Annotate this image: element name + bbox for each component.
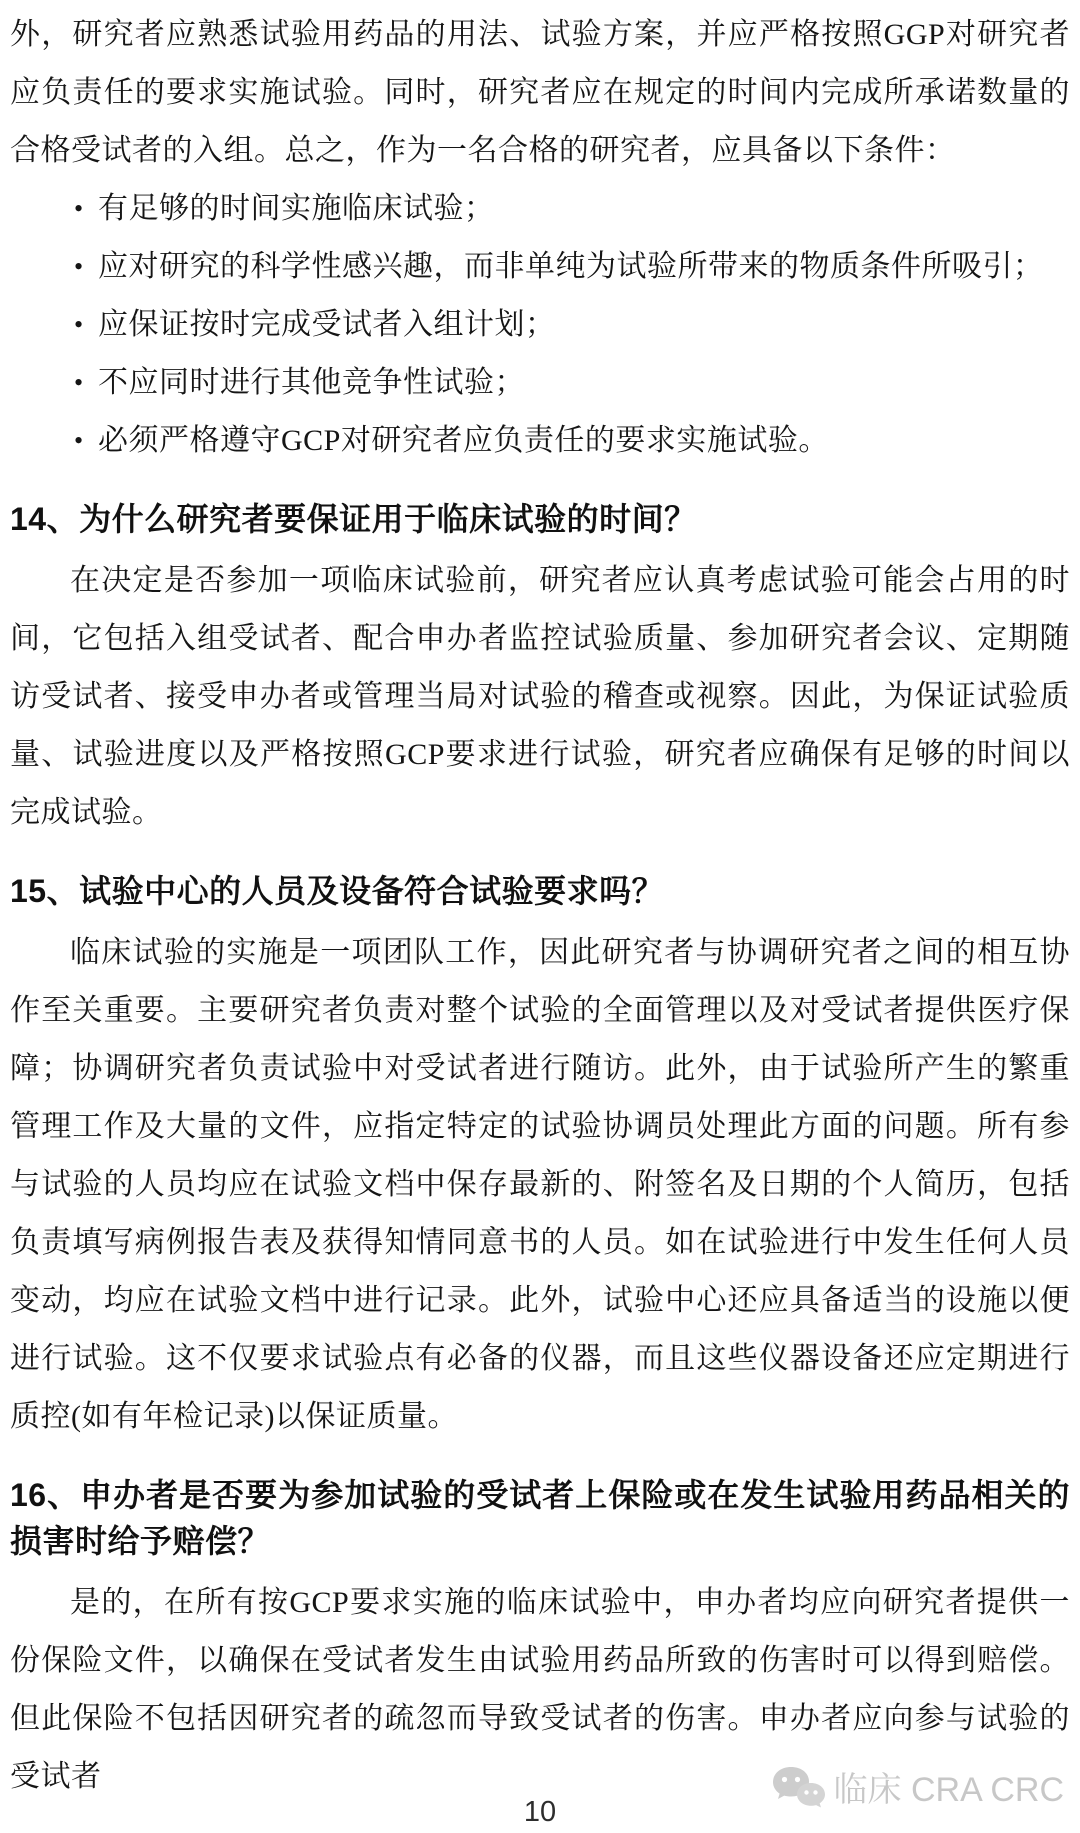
section-question-15 [10,868,1070,1446]
list-item: • 必须严格遵守GCP对研究者应负责任的要求实施试验。 [10,412,1070,470]
question-14-answer: 在决定是否参加一项临床试验前，研究者应认真考虑试验可能会占用的时间，它包括入组受试者、配合申办者监控试验质量、参加研究者会议、定期随访受试者、接受申办者或管理当局对试验的稽查或视察。因此，为保证试验质量、试验进度以及严格按照GCP要求进行试验，研究者应确保有足够的时间以完成试验。 [10,564,1070,829]
list-item: • 不应同时进行其他竞争性试验； [10,354,1070,412]
section-question-14 [10,496,1070,842]
question-14-heading: 14、为什么研究者要保证用于临床试验的时间？ [10,501,697,537]
list-item: • 应对研究的科学性感兴趣，而非单纯为试验所带来的物质条件所吸引； [10,238,1070,296]
section-question-16 [10,1472,1070,1806]
watermark-text: 临床 CRA CRC [833,1770,1064,1809]
list-item: • 有足够的时间实施临床试验； [10,180,1070,238]
list-item: • 应保证按时完成受试者入组计划； [10,296,1070,354]
page-number: 10 [523,1796,557,1828]
question-15-heading: 15、试验中心的人员及设备符合试验要求吗？ [10,873,665,909]
investigator-qualification-list [10,180,1070,470]
continuation-paragraph: 外，研究者应熟悉试验用药品的用法、试验方案，并应严格按照GGP对研究者应负责任的要求实施试验。同时，研究者应在规定的时间内完成所承诺数量的合格受试者的入组。总之，作为一名合格的研究者，应具备以下条件： [10,18,1070,167]
question-16-answer: 是的，在所有按GCP要求实施的临床试验中，申办者均应向研究者提供一份保险文件，以确保在受试者发生由试验用药品所致的伤害时可以得到赔偿。但此保险不包括因研究者的疏忽而导致受试者的伤害。申办者应向参与试验的受试者 [10,1586,1070,1793]
question-15-answer: 临床试验的实施是一项团队工作，因此研究者与协调研究者之间的相互协作至关重要。主要研究者负责对整个试验的全面管理以及对受试者提供医疗保障；协调研究者负责试验中对受试者进行随访。此外，由于试验所产生的繁重管理工作及大量的文件，应指定特定的试验协调员处理此方面的问题。所有参与试验的人员均应在试验文档中保存最新的、附签名及日期的个人简历，包括负责填写病例报告表及获得知情同意书的人员。如在试验进行中发生任何人员变动，均应在试验文档中进行记录。此外，试验中心还应具备适当的设施以便进行试验。这不仅要求试验点有必备的仪器，而且这些仪器设备还应定期进行质控(如有年检记录)以保证质量。 [10,936,1070,1433]
question-16-heading: 16、申办者是否要为参加试验的受试者上保险或在发生试验用药品相关的损害时给予赔偿？ [10,1477,1070,1559]
